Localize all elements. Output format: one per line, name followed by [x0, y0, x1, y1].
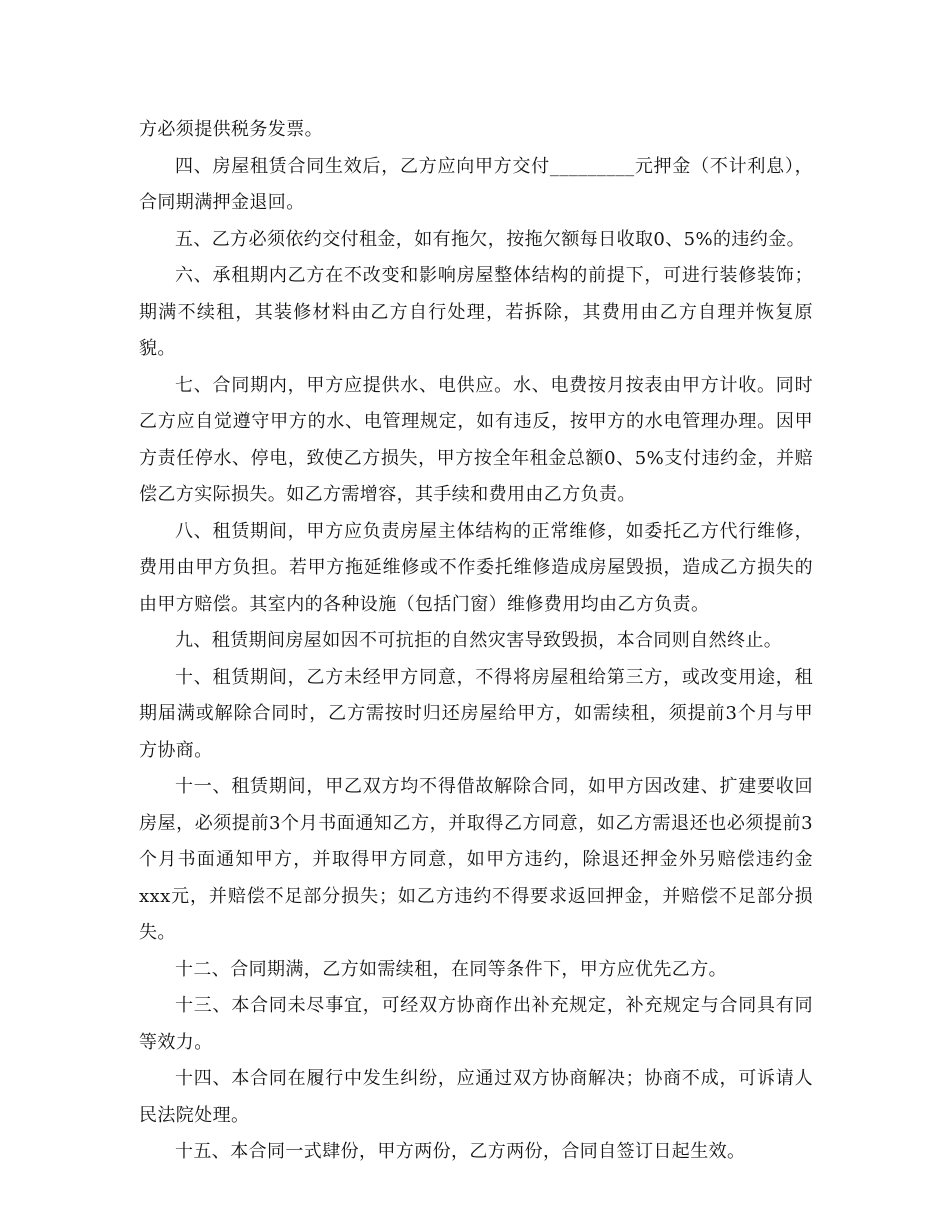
clause-9: 九、租赁期间房屋如因不可抗拒的自然灾害导致毁损，本合同则自然终止。	[175, 630, 783, 651]
clause-6: 六、承租期内乙方在不改变和影响房屋整体结构的前提下，可进行装修装饰；期满不续租，其装修材料由乙方自行处理，若拆除，其费用由乙方自理并恢复原貌。	[139, 265, 813, 359]
clause-4: 四、房屋租赁合同生效后，乙方应向甲方交付_________元押金（不计利息），合同期满押金退回。	[139, 155, 813, 213]
clause-11: 十一、租赁期间，甲乙双方均不得借故解除合同，如甲方因改建、扩建要收回房屋，必须提前3个月书面通知乙方，并取得乙方同意，如乙方需退还也必须提前3个月书面通知甲方，并取得甲方同意，如甲方违约，除退还押金外另赔偿违约金xxx元，并赔偿不足部分损失；如乙方违约不得要求返回押金，并赔偿不足部分损失。	[139, 776, 813, 943]
clause-12: 十二、合同期满，乙方如需续租，在同等条件下，甲方应优先乙方。	[175, 958, 727, 980]
clause-13: 十三、本合同未尽事宜，可经双方协商作出补充规定，补充规定与合同具有同等效力。	[139, 995, 813, 1053]
paragraph-continuation: 方必须提供税务发票。	[139, 119, 323, 140]
clause-15: 十五、本合同一式肆份，甲方两份，乙方两份，合同自签订日起生效。	[175, 1141, 746, 1162]
clause-8: 八、租赁期间，甲方应负责房屋主体结构的正常维修，如委托乙方代行维修，费用由甲方负担。若甲方拖延维修或不作委托维修造成房屋毁损，造成乙方损失的由甲方赔偿。其室内的各种设施（包括门窗）维修费用均由乙方负责。	[139, 520, 813, 615]
clause-5: 五、乙方必须依约交付租金，如有拖欠，按拖欠额每日收取0、5%的违约金。	[175, 228, 806, 250]
clause-14: 十四、本合同在履行中发生纠纷，应通过双方协商解决；协商不成，可诉请人民法院处理。	[139, 1068, 813, 1126]
clause-10: 十、租赁期间，乙方未经甲方同意，不得将房屋租给第三方，或改变用途，租期届满或解除合同时，乙方需按时归还房屋给甲方，如需续租，须提前3个月与甲方协商。	[139, 666, 813, 761]
contract-body	[139, 112, 813, 1171]
clause-7: 七、合同期内，甲方应提供水、电供应。水、电费按月按表由甲方计收。同时乙方应自觉遵守甲方的水、电管理规定，如有违反，按甲方的水电管理办理。因甲方责任停水、停电，致使乙方损失，甲方按全年租金总额0、5%支付违约金，并赔偿乙方实际损失。如乙方需增容，其手续和费用由乙方负责。	[139, 374, 813, 505]
